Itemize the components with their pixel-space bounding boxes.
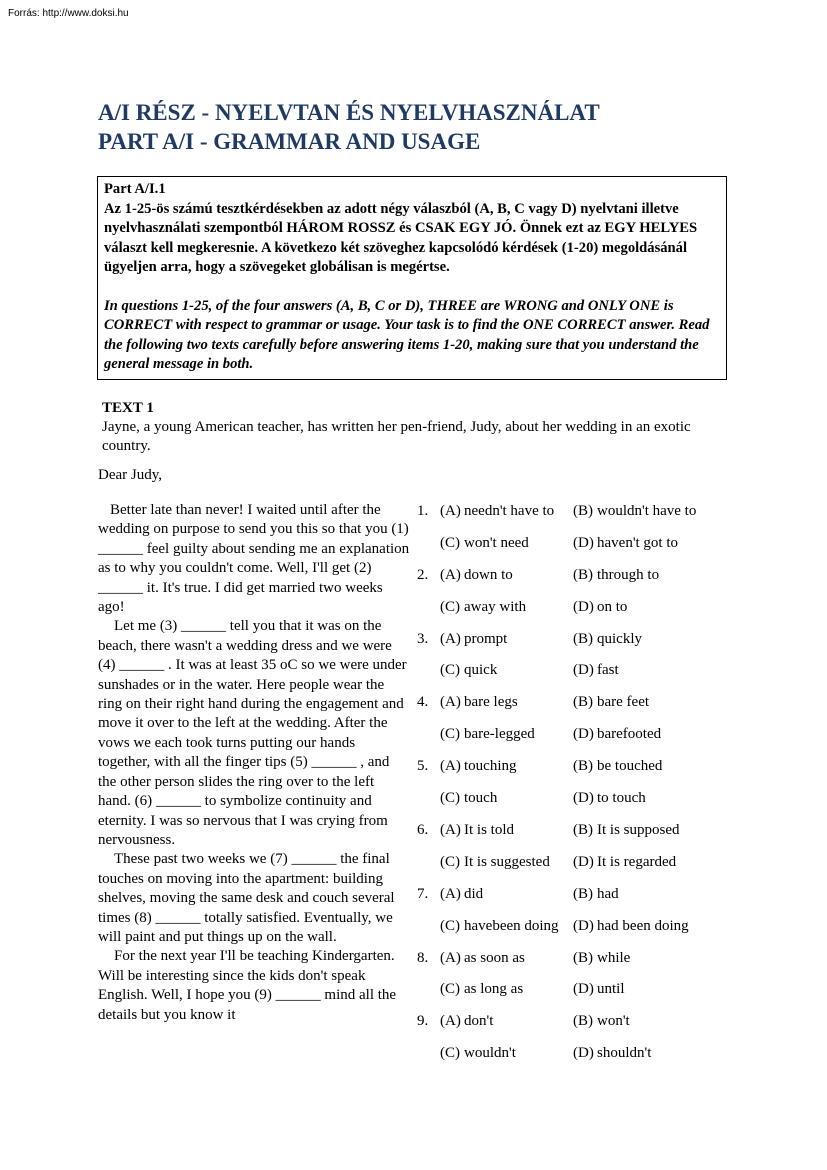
option-label: (C) [440, 981, 460, 998]
question-number: 2. [417, 566, 429, 583]
option-label: (B) [573, 630, 593, 647]
question-item [417, 884, 727, 948]
option-d: until [597, 981, 625, 998]
option-label: (B) [573, 821, 593, 838]
option-label: (A) [440, 885, 461, 902]
text1-intro: Jayne, a young American teacher, has written her pen-friend, Judy, about her wedding in an exotic country. [102, 419, 691, 454]
option-d: barefooted [597, 726, 662, 743]
instructions-hungarian: Az 1-25-ös számú tesztkérdésekben az adott négy válaszból (A, B, C vagy D) nyelvtani illetve nyelvhasználati szempontból HÁROM ROSSZ és CSAK EGY JÓ. Önnek ezt az EGY HELYES választ kell megkeresnie. A következo két szöveghez kapcsolódó kérdések (1-20) megoldásánál ügyeljen arra, hogy a szövegeket globálisan is megértse. [104, 200, 698, 275]
option-b: be touched [597, 758, 663, 775]
question-item [417, 565, 727, 629]
question-number: 4. [417, 694, 429, 711]
option-label: (D) [573, 981, 594, 998]
option-c: quick [464, 662, 498, 679]
option-c: as long as [464, 981, 524, 998]
option-label: (B) [573, 503, 593, 519]
source-note: Forrás: http://www.doksi.hu [8, 8, 129, 19]
option-a: needn't have to [464, 503, 555, 519]
letter-paragraph: Let me (3) ______ tell you that it was on the beach, there wasn't a wedding dress and we were (4) ______ . It was at least 35 oC so we were under sunshades or in the water. Here people wear the ring on their right hand during the engagement and move it over to the left at the wedding. After the vows we each took turns putting our hands together, with all the finger tips (5) ______ , and the other person slides the ring over to the left hand. (6) ______ to symbolize continuity and eternity. I was so nervous that I was crying from nervousness. [98, 618, 407, 848]
instructions-box [97, 176, 727, 380]
option-label: (B) [573, 885, 593, 902]
option-b: quickly [597, 630, 642, 647]
option-label: (D) [573, 534, 594, 551]
question-number: 9. [417, 1013, 429, 1030]
title-line-english: PART A/I - GRAMMAR AND USAGE [98, 129, 481, 154]
option-label: (D) [573, 662, 594, 679]
option-label: (B) [573, 566, 593, 583]
option-label: (C) [440, 917, 460, 934]
question-item [417, 756, 727, 820]
question-number: 5. [417, 758, 429, 775]
option-b: bare feet [597, 694, 650, 711]
option-label: (B) [573, 694, 593, 711]
page-title [98, 98, 600, 156]
question-number: 3. [417, 630, 429, 647]
option-a: don't [464, 1013, 494, 1030]
option-label: (A) [440, 758, 461, 775]
option-c: wouldn't [464, 1045, 516, 1062]
letter-salutation: Dear Judy, [98, 467, 163, 483]
option-d: shouldn't [597, 1045, 652, 1062]
letter-paragraph: Better late than never! I waited until after the wedding on purpose to send you this so that you (1) ______ feel guilty about sending me an explanation as to why you couldn't come. Well, I'll get (2) ______ it. It's true. I did get married two weeks ago! [98, 502, 410, 616]
option-label: (A) [440, 821, 461, 838]
option-c: havebeen doing [464, 917, 559, 934]
title-line-hungarian: A/I RÉSZ - NYELVTAN ÉS NYELVHASZNÁLAT [98, 100, 600, 125]
option-a: prompt [464, 630, 508, 647]
option-label: (A) [440, 949, 461, 966]
option-label: (C) [440, 726, 460, 743]
question-item [417, 1011, 727, 1075]
letter-paragraph: For the next year I'll be teaching Kindergarten. Will be interesting since the kids don't speak English. Well, I hope you (9) ______ mind all the details but you know it [98, 948, 397, 1023]
option-label: (B) [573, 949, 593, 966]
option-d: had been doing [597, 917, 689, 934]
option-label: (D) [573, 917, 594, 934]
option-label: (A) [440, 566, 461, 583]
question-list [417, 501, 727, 1075]
option-a: bare legs [464, 694, 518, 711]
option-label: (D) [573, 726, 594, 743]
letter-body [98, 501, 410, 1025]
option-b: while [597, 949, 631, 966]
text1-heading: TEXT 1 [102, 400, 154, 416]
option-d: haven't got to [597, 534, 679, 551]
option-label: (D) [573, 853, 594, 870]
option-b: won't [597, 1013, 630, 1030]
question-item [417, 948, 727, 1012]
option-a: down to [464, 566, 513, 583]
option-b: It is supposed [597, 821, 680, 838]
option-c: bare-legged [464, 726, 535, 743]
option-label: (C) [440, 1045, 460, 1062]
option-label: (D) [573, 598, 594, 615]
option-label: (A) [440, 694, 461, 711]
option-d: to touch [597, 790, 646, 807]
option-c: away with [464, 598, 527, 615]
option-label: (C) [440, 534, 460, 551]
option-label: (C) [440, 790, 460, 807]
question-number: 7. [417, 885, 429, 902]
option-a: It is told [464, 821, 515, 838]
option-d: fast [597, 662, 619, 679]
option-label: (C) [440, 662, 460, 679]
option-a: touching [464, 758, 517, 775]
option-d: It is regarded [597, 853, 677, 870]
option-b: through to [597, 566, 660, 583]
question-item [417, 501, 727, 565]
question-item [417, 692, 727, 756]
question-item [417, 629, 727, 693]
option-c: touch [464, 790, 498, 807]
instructions-heading: Part A/I.1 [104, 181, 166, 197]
option-label: (B) [573, 1013, 593, 1030]
option-label: (D) [573, 790, 594, 807]
question-number: 8. [417, 949, 429, 966]
option-a: as soon as [464, 949, 525, 966]
option-label: (D) [573, 1045, 594, 1062]
option-c: It is suggested [464, 853, 550, 870]
option-d: on to [597, 598, 628, 615]
letter-paragraph: These past two weeks we (7) ______ the final touches on moving into the apartment: building shelves, moving the same desk and couch several times (8) ______ totally satisfied. Eventually, we will paint and put things up on the wall. [98, 851, 395, 945]
question-item [417, 820, 727, 884]
option-b: wouldn't have to [597, 503, 697, 519]
option-label: (A) [440, 630, 461, 647]
option-a: did [464, 885, 484, 902]
option-c: won't need [464, 534, 529, 551]
option-label: (C) [440, 853, 460, 870]
option-label: (C) [440, 598, 460, 615]
question-number: 1. [417, 503, 429, 519]
instructions-english: In questions 1-25, of the four answers (A, B, C or D), THREE are WRONG and ONLY ONE is CORRECT with respect to grammar or usage. Your task is to find the ONE CORRECT answer. Read the following two texts carefully before answering items 1-20, making sure that you understand the general message in both. [104, 297, 710, 372]
option-label: (A) [440, 1013, 461, 1030]
option-label: (B) [573, 758, 593, 775]
question-number: 6. [417, 821, 429, 838]
option-b: had [597, 885, 619, 902]
option-label: (A) [440, 503, 461, 519]
